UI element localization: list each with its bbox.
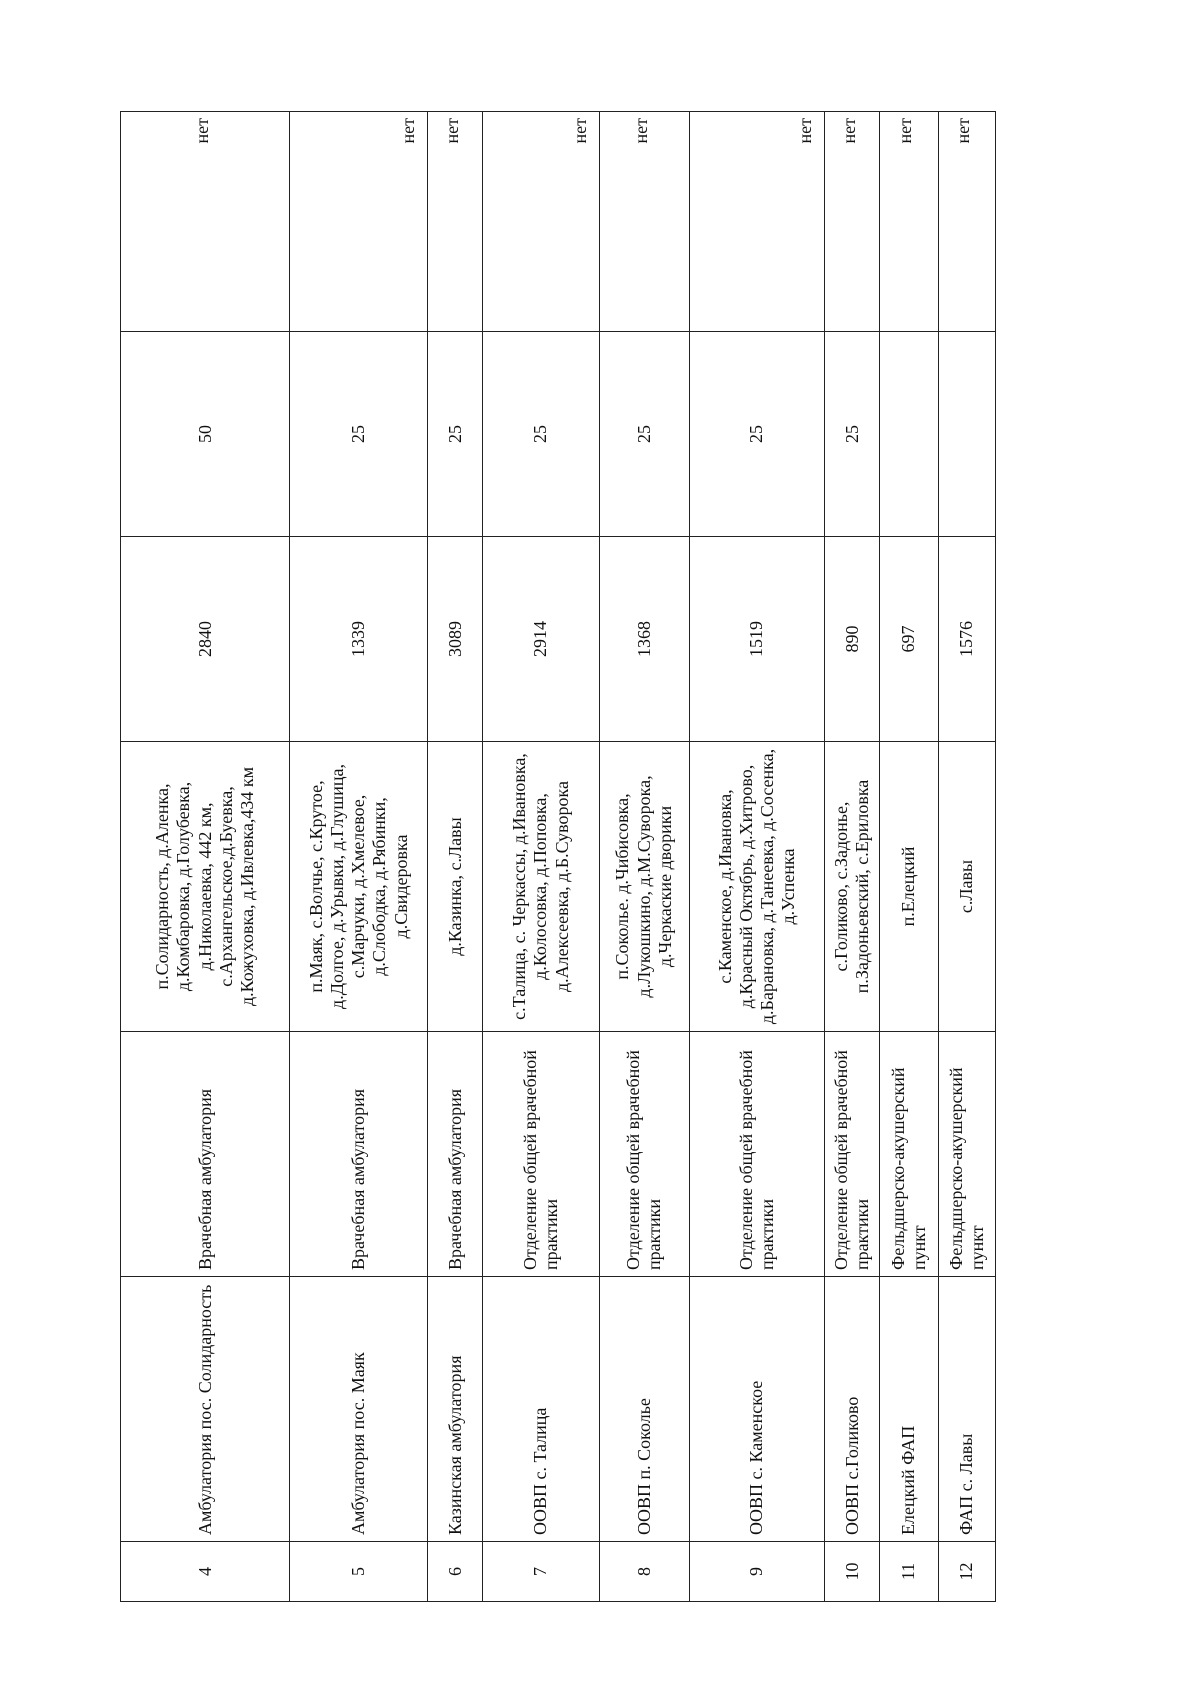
rotated-table-wrapper [120, 112, 996, 1602]
population-value: 1339 [290, 537, 428, 742]
flag-value: нет [428, 112, 483, 332]
population-value: 697 [880, 537, 938, 742]
table-row [599, 112, 689, 1602]
table-row [880, 112, 938, 1602]
facility-name: Елецкий ФАП [880, 1277, 938, 1542]
facility-type: Фельдшерско-акушерский пункт [880, 1032, 938, 1277]
table-row [689, 112, 825, 1602]
row-number: 8 [599, 1542, 689, 1602]
beds-value [880, 332, 938, 537]
table-row [825, 112, 880, 1602]
served-settlements: п.Елецкий [880, 742, 938, 1032]
population-value: 2914 [483, 537, 600, 742]
row-number: 10 [825, 1542, 880, 1602]
beds-value: 25 [599, 332, 689, 537]
population-value: 2840 [121, 537, 290, 742]
facilities-table [120, 111, 996, 1602]
served-settlements: п.Маяк, с.Волчье, с.Крутое, д.Долгое, д.Урывки, д.Глушица, с.Марчуки, д.Хмелевое, д.Слободка, д.Рябинки, д.Свидеровка [290, 742, 428, 1032]
row-number: 4 [121, 1542, 290, 1602]
beds-value: 25 [825, 332, 880, 537]
beds-value: 25 [290, 332, 428, 537]
flag-value: нет [825, 112, 880, 332]
flag-value: нет [880, 112, 938, 332]
facility-name: ООВП с. Каменское [689, 1277, 825, 1542]
served-settlements: с.Лавы [938, 742, 995, 1032]
population-value: 1576 [938, 537, 995, 742]
facility-name: ФАП с. Лавы [938, 1277, 995, 1542]
beds-value [938, 332, 995, 537]
beds-value: 25 [483, 332, 600, 537]
row-number: 11 [880, 1542, 938, 1602]
row-number: 12 [938, 1542, 995, 1602]
facility-type: Врачебная амбулатория [290, 1032, 428, 1277]
flag-value: нет [689, 112, 825, 332]
beds-value: 25 [689, 332, 825, 537]
table-row [121, 112, 290, 1602]
served-settlements: п.Соколье. д.Чибисовка, д.Лукошкино, д.М.Суворока, д.Черкаские дворики [599, 742, 689, 1032]
facility-type: Отделение общей врачебной практики [689, 1032, 825, 1277]
population-value: 1519 [689, 537, 825, 742]
row-number: 9 [689, 1542, 825, 1602]
flag-value: нет [290, 112, 428, 332]
facility-name: ООВП с.Голиково [825, 1277, 880, 1542]
facility-type: Отделение общей врачебной практики [825, 1032, 880, 1277]
row-number: 5 [290, 1542, 428, 1602]
facility-type: Фельдшерско-акушерский пункт [938, 1032, 995, 1277]
served-settlements: д.Казинка, с.Лавы [428, 742, 483, 1032]
population-value: 1368 [599, 537, 689, 742]
facility-name: Амбулатория пос. Маяк [290, 1277, 428, 1542]
flag-value: нет [599, 112, 689, 332]
flag-value: нет [483, 112, 600, 332]
population-value: 890 [825, 537, 880, 742]
served-settlements: с.Голиково, с.Задонье, п.Задоньевский, с.Ериловка [825, 742, 880, 1032]
population-value: 3089 [428, 537, 483, 742]
served-settlements: п.Солидарность, д.Аленка, д.Комбаровка, д.Голубевка, д.Николаевка, 442 км, с.Архангельское,д.Буевка, д.Кожуховка, д.Ивлевка,434 км [121, 742, 290, 1032]
served-settlements: с.Талица, с. Черкассы, д.Ивановка, д.Колосовка, д.Поповка, д.Алексеевка, д.Б.Суворока [483, 742, 600, 1032]
facility-type: Отделение общей врачебной практики [599, 1032, 689, 1277]
row-number: 7 [483, 1542, 600, 1602]
served-settlements: с.Каменское, д.Ивановка, д.Красный Октябрь, д.Хитрово, д.Барановка, д.Танеевка, д.Сосенка, д.Успенка [689, 742, 825, 1032]
table-row [428, 112, 483, 1602]
beds-value: 25 [428, 332, 483, 537]
row-number: 6 [428, 1542, 483, 1602]
facility-name: Амбулатория пос. Солидарность [121, 1277, 290, 1542]
flag-value: нет [121, 112, 290, 332]
facility-type: Врачебная амбулатория [121, 1032, 290, 1277]
beds-value: 50 [121, 332, 290, 537]
facility-name: Казинская амбулатория [428, 1277, 483, 1542]
table-row [938, 112, 995, 1602]
facility-type: Отделение общей врачебной практики [483, 1032, 600, 1277]
flag-value: нет [938, 112, 995, 332]
facility-name: ООВП п. Соколье [599, 1277, 689, 1542]
table-row [483, 112, 600, 1602]
facility-type: Врачебная амбулатория [428, 1032, 483, 1277]
table-row [290, 112, 428, 1602]
facility-name: ООВП с. Талица [483, 1277, 600, 1542]
